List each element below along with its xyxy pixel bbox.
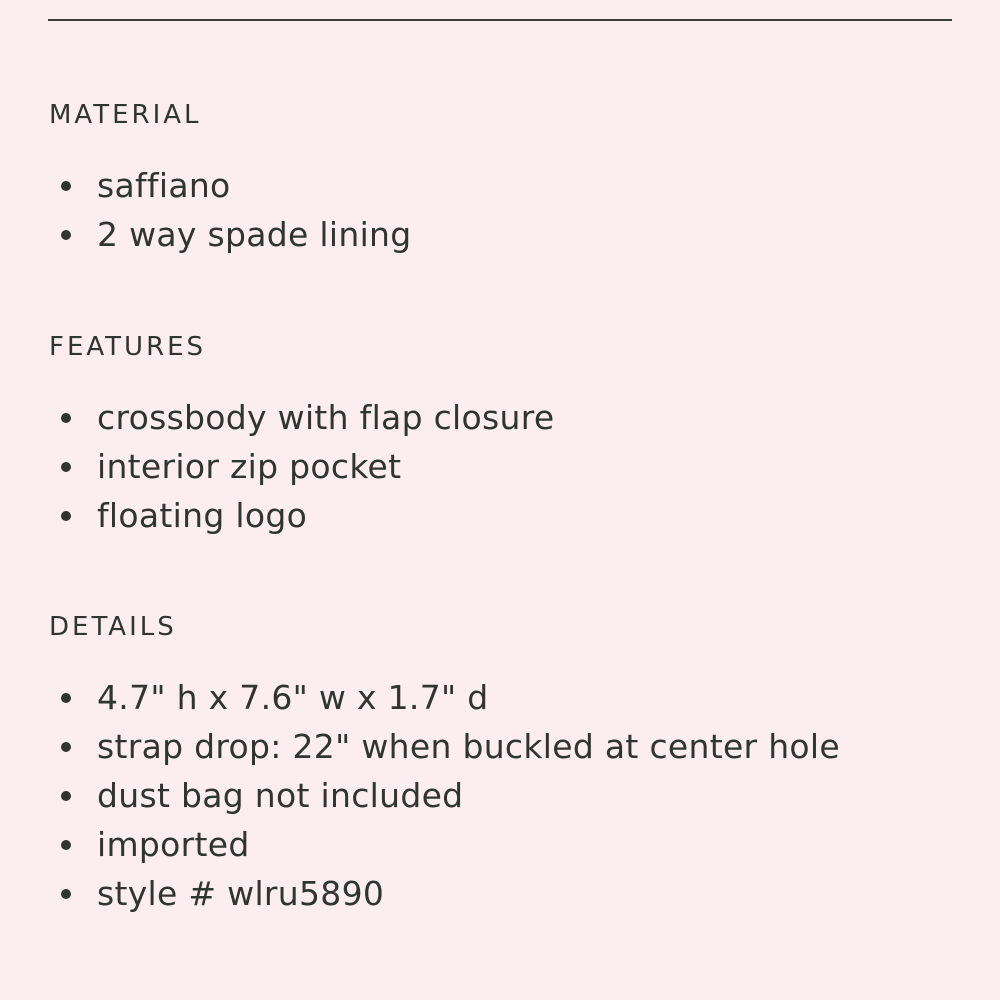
list-item-text: dust bag not included bbox=[97, 776, 464, 815]
list-item-text: imported bbox=[97, 825, 250, 864]
list-item bbox=[49, 673, 949, 722]
list-item-text: 4.7" h x 7.6" w x 1.7" d bbox=[97, 678, 489, 717]
top-divider bbox=[48, 19, 952, 21]
details-list bbox=[49, 673, 949, 918]
features-list bbox=[49, 393, 949, 540]
list-item-text: interior zip pocket bbox=[97, 447, 402, 486]
details-section bbox=[49, 610, 949, 918]
list-item-text: strap drop: 22" when buckled at center hole bbox=[97, 727, 840, 766]
features-heading: FEATURES bbox=[49, 332, 207, 362]
list-item bbox=[49, 393, 949, 442]
details-heading: DETAILS bbox=[49, 612, 177, 642]
bullet-icon bbox=[61, 462, 71, 472]
bullet-icon bbox=[61, 791, 71, 801]
bullet-icon bbox=[61, 693, 71, 703]
bullet-icon bbox=[61, 742, 71, 752]
list-item bbox=[49, 491, 949, 540]
bullet-icon bbox=[61, 181, 71, 191]
list-item bbox=[49, 161, 949, 210]
list-item bbox=[49, 210, 949, 259]
bullet-icon bbox=[61, 413, 71, 423]
list-item-text: floating logo bbox=[97, 496, 308, 535]
bullet-icon bbox=[61, 840, 71, 850]
list-item bbox=[49, 442, 949, 491]
material-section bbox=[49, 98, 949, 259]
list-item bbox=[49, 722, 949, 771]
list-item-text: saffiano bbox=[97, 166, 231, 205]
bullet-icon bbox=[61, 511, 71, 521]
list-item bbox=[49, 771, 949, 820]
material-heading: MATERIAL bbox=[49, 100, 202, 130]
list-item bbox=[49, 820, 949, 869]
bullet-icon bbox=[61, 889, 71, 899]
list-item-text: 2 way spade lining bbox=[97, 215, 412, 254]
list-item bbox=[49, 869, 949, 918]
bullet-icon bbox=[61, 230, 71, 240]
material-list bbox=[49, 161, 949, 259]
features-section bbox=[49, 330, 949, 540]
list-item-text: style # wlru5890 bbox=[97, 874, 385, 913]
list-item-text: crossbody with flap closure bbox=[97, 398, 555, 437]
